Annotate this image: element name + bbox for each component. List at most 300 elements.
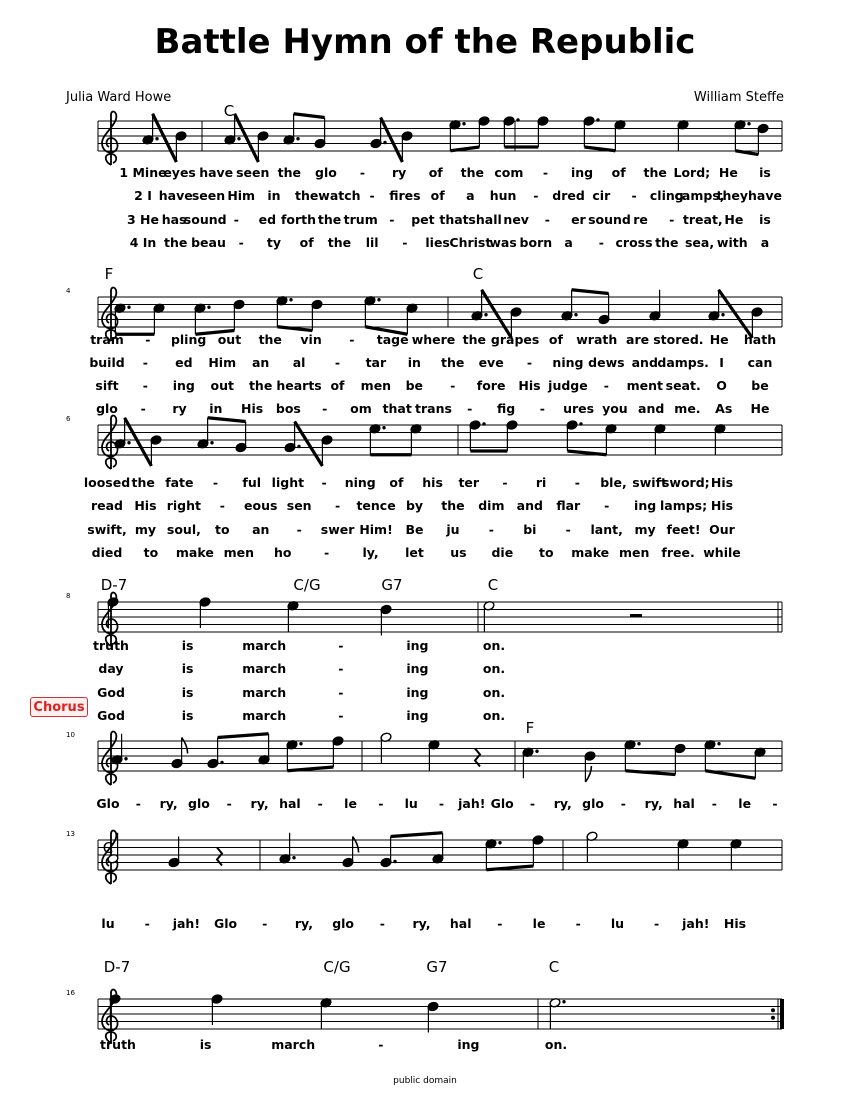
augmentation-dot (717, 742, 720, 745)
lyric-syllable: dred (552, 188, 585, 203)
lyric-syllable: is (181, 685, 194, 700)
lyric-syllable: As (715, 401, 733, 416)
lyric-hyphen: - (526, 355, 533, 370)
lyric-hyphen: - (140, 401, 146, 416)
lyric-hyphen: - (711, 796, 717, 811)
lyric-syllable: Our (709, 522, 735, 537)
lyric-syllable: ing (172, 378, 195, 393)
augmentation-dot (579, 422, 582, 425)
lyric-syllable: He (709, 332, 729, 347)
lyric-hyphen: - (226, 796, 232, 811)
lyric-syllable: le (738, 796, 752, 811)
lyric-syllable: 2 I (134, 188, 152, 203)
lyric-syllable: sword; (661, 475, 710, 490)
lyric-syllable: on. (544, 1037, 568, 1052)
lyric-syllable: He (718, 165, 738, 180)
lyric-syllable: light (271, 475, 305, 490)
lyric-syllable: com (494, 165, 524, 180)
augmentation-dot (462, 122, 465, 125)
note-beam (218, 734, 269, 738)
lyric-syllable: Him! (359, 522, 393, 537)
lyric-syllable: to (215, 522, 230, 537)
lyric-syllable: ing (457, 1037, 480, 1052)
lyric-syllable: bos (275, 401, 301, 416)
lyric-syllable: cling (649, 188, 684, 203)
lyric-syllable: make (175, 545, 214, 560)
lyric-syllable: my (134, 522, 157, 537)
lyric-syllable: ry (172, 401, 187, 416)
augmentation-dot (299, 742, 302, 745)
lyric-hyphen: - (379, 916, 385, 931)
lyric-syllable: He (724, 212, 744, 227)
lyric-syllable: seat. (665, 378, 701, 393)
note-beam (450, 147, 479, 151)
chord-symbol: C (223, 102, 235, 120)
note-flag (182, 738, 188, 754)
lyric-syllable: flar (556, 498, 581, 513)
lyric-syllable: is (181, 638, 194, 653)
lyric-syllable: He (750, 401, 770, 416)
lyric-syllable: His (518, 378, 541, 393)
lyric-hyphen: - (324, 545, 330, 560)
lyric-syllable: build (89, 355, 125, 370)
lyric-syllable: men (223, 545, 254, 560)
license-footer: public domain (393, 1076, 457, 1086)
lyric-syllable: lu (101, 916, 115, 931)
lyric-syllable: that (439, 212, 469, 227)
lyric-hyphen: - (620, 796, 627, 811)
lyric-syllable: vin (300, 332, 322, 347)
lyric-syllable: on. (482, 685, 506, 700)
lyric-hyphen: - (575, 916, 581, 931)
augmentation-dot (237, 137, 240, 140)
chord-symbol: D-7 (100, 576, 128, 594)
lyric-syllable: grapes (490, 332, 540, 347)
lyric-syllable: camps, (674, 188, 725, 203)
lyric-syllable: trans (415, 401, 452, 416)
lyric-syllable: shall (468, 212, 502, 227)
lyric-syllable: lamps; (659, 498, 708, 513)
lyric-syllable: ri (535, 475, 547, 490)
lyric-syllable: was (489, 235, 517, 250)
lyric-syllable: can (747, 355, 773, 370)
lyric-hyphen: - (338, 708, 344, 723)
lyric-hyphen: - (142, 355, 149, 370)
lyric-syllable: of (548, 332, 563, 347)
lyric-syllable: ry, (159, 796, 178, 811)
lyric-syllable: pling (170, 332, 207, 347)
lyric-syllable: treat, (682, 212, 723, 227)
lyric-syllable: they (716, 188, 749, 203)
lyric-syllable: the (462, 332, 486, 347)
augmentation-dot (155, 137, 158, 140)
lyric-hyphen: - (212, 475, 219, 490)
lyric-syllable: er (571, 212, 586, 227)
lyric-syllable: Be (405, 522, 424, 537)
lyric-syllable: His (241, 401, 264, 416)
lyric-syllable: ry, (250, 796, 269, 811)
lyric-syllable: hath (743, 332, 777, 347)
lyric-hyphen: - (488, 522, 494, 537)
lyric-syllable: ful (242, 475, 262, 490)
lyric-syllable: of (430, 188, 445, 203)
note-beam (295, 422, 323, 467)
treble-clef-path (102, 112, 118, 165)
lyric-syllable: right (166, 498, 202, 513)
lyric-syllable: the (441, 355, 465, 370)
augmentation-dot (482, 422, 485, 425)
lyric-syllable: make (571, 545, 610, 560)
lyric-syllable: and (631, 355, 658, 370)
lyric-syllable: men (618, 545, 650, 560)
measure-number: 4 (66, 287, 71, 295)
lyric-syllable: is (199, 1037, 212, 1052)
lyric-syllable: let (405, 545, 424, 560)
lyric-syllable: His (710, 498, 734, 513)
lyric-syllable: day (98, 661, 124, 676)
lyric-syllable: watch (318, 188, 361, 203)
lyric-syllable: Christ (449, 235, 492, 250)
lyric-syllable: jah! (458, 796, 486, 811)
lyric-syllable: 1 Mine (119, 165, 167, 180)
lyric-hyphen: - (529, 796, 536, 811)
lyric-syllable: march (242, 638, 287, 653)
lyric-syllable: ter (458, 475, 480, 490)
lyric-syllable: ing (570, 165, 594, 180)
lyric-hyphen: - (574, 475, 580, 490)
lyric-syllable: swift (632, 475, 667, 490)
lyric-syllable: on. (482, 708, 506, 723)
lyric-syllable: have (748, 188, 782, 203)
lyric-hyphen: - (467, 401, 473, 416)
lyric-syllable: truth (100, 1037, 136, 1052)
chord-symbol: D-7 (103, 958, 131, 976)
lyric-syllable: ry, (412, 916, 431, 931)
lyric-syllable: is (181, 661, 194, 676)
lyric-hyphen: - (359, 165, 366, 180)
lyric-syllable: seen (236, 165, 270, 180)
lyric-syllable: are (626, 332, 650, 347)
chord-symbol: C/G (323, 958, 351, 976)
lyric-syllable: judge (548, 378, 588, 393)
lyric-hyphen: - (322, 401, 328, 416)
lyric-syllable: a (466, 188, 475, 203)
page-title: Battle Hymn of the Republic (154, 22, 696, 62)
lyric-syllable: the (131, 475, 155, 490)
chord-symbol: G7 (426, 958, 448, 976)
measure-number: 8 (66, 592, 71, 600)
measure-number: 10 (66, 731, 75, 739)
treble-clef-icon (102, 112, 118, 165)
lyric-syllable: tram (90, 332, 124, 347)
lyric-syllable: on. (482, 638, 506, 653)
lyric-hyphen: - (335, 498, 341, 513)
lyric-syllable: the (327, 235, 352, 250)
note-beam (294, 114, 325, 118)
lyric-syllable: ning (552, 355, 584, 370)
augmentation-dot (721, 313, 724, 316)
half-rest (630, 614, 642, 617)
lyric-hyphen: - (338, 661, 344, 676)
lyric-syllable: us (450, 545, 467, 560)
lyric-syllable: ty (266, 235, 282, 250)
lyric-syllable: in (267, 188, 281, 203)
lyric-syllable: glo (96, 401, 118, 416)
lyric-syllable: die (491, 545, 514, 560)
lyric-syllable: the (248, 378, 273, 393)
lyric-syllable: I (719, 355, 724, 370)
lyric-syllable: ed (258, 212, 277, 227)
lyric-syllable: of (299, 235, 314, 250)
lyric-syllable: march (242, 661, 287, 676)
lyric-syllable: read (90, 498, 124, 513)
lyric-syllable: where (411, 332, 456, 347)
lyricist-credit: Julia Ward Howe (66, 90, 172, 105)
lyric-syllable: pet (411, 212, 435, 227)
lyric-syllable: glo (332, 916, 355, 931)
lyric-syllable: glo (315, 165, 337, 180)
lyric-hyphen: - (219, 498, 225, 513)
lyric-syllable: in (209, 401, 223, 416)
lyric-syllable: of (389, 475, 404, 490)
note-beam (705, 771, 755, 779)
lyric-syllable: men (360, 378, 392, 393)
lyric-syllable: dews (588, 355, 625, 370)
lyric-syllable: is (759, 165, 771, 180)
lyric-syllable: out (217, 332, 242, 347)
lyric-syllable: ing (406, 661, 429, 676)
repeat-dot (771, 1016, 775, 1020)
lyric-syllable: hun (489, 188, 517, 203)
lyric-syllable: march (242, 685, 287, 700)
lyric-syllable: the (460, 165, 484, 180)
lyric-syllable: me. (674, 401, 701, 416)
lyric-syllable: ing (406, 685, 429, 700)
lyric-syllable: lu (404, 796, 418, 811)
lyric-syllable: ning (344, 475, 376, 490)
lyric-syllable: the (277, 165, 302, 180)
lyric-syllable: a (760, 235, 770, 250)
lyric-syllable: ho (273, 545, 292, 560)
lyric-hyphen: - (144, 916, 150, 931)
lyric-hyphen: - (598, 235, 604, 250)
lyric-hyphen: - (233, 212, 239, 227)
augmentation-dot (297, 445, 300, 448)
measure-number: 16 (66, 989, 75, 997)
lyric-hyphen: - (669, 212, 675, 227)
chord-symbol: C (487, 576, 499, 594)
lyric-syllable: ry (391, 165, 407, 180)
lyric-syllable: his (422, 475, 443, 490)
lyric-hyphen: - (533, 188, 539, 203)
lyric-hyphen: - (450, 378, 456, 393)
augmentation-dot (535, 750, 538, 753)
lyric-hyphen: - (321, 475, 327, 490)
note-beam (572, 290, 609, 294)
note-beam (287, 767, 333, 771)
lyric-syllable: tence (356, 498, 396, 513)
lyric-syllable: that (382, 401, 412, 416)
measure-number: 13 (66, 830, 75, 838)
lyric-syllable: the (643, 165, 667, 180)
chord-symbol: C/G (293, 576, 321, 594)
lyric-hyphen: - (539, 401, 545, 416)
lyric-syllable: 4 In (129, 235, 157, 250)
augmentation-dot (127, 441, 130, 444)
lyric-syllable: of (330, 378, 345, 393)
lyric-syllable: died (91, 545, 123, 560)
lyric-syllable: sound (183, 212, 227, 227)
lyric-syllable: the (258, 332, 282, 347)
lyric-syllable: to (538, 545, 554, 560)
lyric-syllable: His (134, 498, 157, 513)
lyric-syllable: has (161, 212, 187, 227)
lyric-hyphen: - (654, 916, 660, 931)
lyric-syllable: be (405, 378, 424, 393)
augmentation-dot (210, 441, 213, 444)
augmentation-dot (516, 118, 519, 121)
lyric-syllable: le (532, 916, 546, 931)
lyric-syllable: ry, (553, 796, 572, 811)
lyric-syllable: om (350, 401, 372, 416)
lyric-syllable: cir (592, 188, 611, 203)
lyric-syllable: stored. (653, 332, 704, 347)
lyric-syllable: eyes (163, 165, 196, 180)
augmentation-dot (292, 856, 295, 859)
chorus-marker[interactable]: Chorus (30, 697, 88, 717)
lyric-syllable: tage (376, 332, 409, 347)
lyric-syllable: fires (389, 188, 421, 203)
lyric-hyphen: - (378, 796, 384, 811)
lyric-syllable: eous (244, 498, 278, 513)
note-beam (391, 833, 443, 837)
augmentation-dot (296, 137, 299, 140)
lyric-hyphen: - (565, 522, 571, 537)
chord-symbol: C (548, 958, 560, 976)
lyric-syllable: born (519, 235, 553, 250)
lyric-syllable: jah! (172, 916, 201, 931)
lyric-syllable: and (638, 401, 665, 416)
lyric-hyphen: - (631, 188, 637, 203)
lyric-syllable: truth (93, 638, 129, 653)
lyric-syllable: Glo (96, 796, 120, 811)
lyric-syllable: and (516, 498, 543, 513)
lyric-syllable: Glo (490, 796, 514, 811)
lyric-syllable: tar (365, 355, 387, 370)
lyric-hyphen: - (296, 522, 302, 537)
lyric-syllable: dim (478, 498, 505, 513)
lyric-hyphen: - (369, 188, 375, 203)
lyric-syllable: seen (191, 188, 226, 203)
lyric-syllable: Him (208, 355, 237, 370)
note-beam (381, 118, 403, 163)
chord-symbol: G7 (381, 576, 403, 594)
repeat-dot (771, 1008, 775, 1012)
lyric-syllable: fig (496, 401, 516, 416)
lyric-syllable: forth (280, 212, 317, 227)
lyric-syllable: ry, (644, 796, 663, 811)
lyric-syllable: hal (279, 796, 301, 811)
lyric-hyphen: - (772, 796, 778, 811)
lyric-syllable: in (407, 355, 421, 370)
lyric-syllable: His (710, 475, 734, 490)
lyric-hyphen: - (338, 638, 344, 653)
lyric-syllable: le (344, 796, 357, 811)
lyric-syllable: hal (449, 916, 472, 931)
lyric-hyphen: - (334, 355, 341, 370)
chord-symbol: F (104, 265, 114, 283)
lyric-hyphen: - (135, 796, 141, 811)
lyric-syllable: cross (615, 235, 653, 250)
lyric-syllable: of (428, 165, 443, 180)
augmentation-dot (484, 313, 487, 316)
lyric-syllable: bi (523, 522, 537, 537)
lyric-syllable: to (143, 545, 159, 560)
lyric-syllable: the (441, 498, 465, 513)
note-beam (584, 147, 615, 151)
lyric-syllable: ry, (294, 916, 313, 931)
lyric-syllable: lu (610, 916, 625, 931)
lyric-syllable: the (295, 188, 319, 203)
lyric-syllable: the (164, 235, 188, 250)
lyric-syllable: jah! (682, 916, 710, 931)
augmentation-dot (562, 1000, 565, 1003)
lyric-syllable: march (271, 1037, 316, 1052)
augmentation-dot (498, 841, 501, 844)
lyric-syllable: out (210, 378, 234, 393)
lyric-syllable: God (97, 708, 125, 723)
lyric-syllable: al (292, 355, 306, 370)
lyric-syllable: wrath (576, 332, 618, 347)
augmentation-dot (574, 313, 577, 316)
lyric-syllable: ju (446, 522, 460, 537)
lyric-syllable: be (751, 378, 769, 393)
chord-symbol: F (525, 719, 535, 737)
lyric-syllable: have (199, 165, 234, 180)
lyric-syllable: ing (406, 708, 429, 723)
lyric-syllable: is (759, 212, 771, 227)
lyric-syllable: His (723, 916, 747, 931)
lyric-syllable: fore (476, 378, 506, 393)
lyric-hyphen: - (603, 378, 609, 393)
lyric-hyphen: - (142, 378, 149, 393)
augmentation-dot (747, 122, 750, 125)
lyric-syllable: ment (626, 378, 663, 393)
lyric-syllable: on. (482, 661, 506, 676)
lyric-syllable: re (633, 212, 648, 227)
augmentation-dot (596, 118, 599, 121)
staff-system-7 (98, 999, 782, 1029)
measure-number: 6 (66, 415, 71, 423)
lyric-syllable: a (564, 235, 573, 250)
lyric-syllable: lant, (590, 522, 623, 537)
lyric-hyphen: - (378, 1037, 384, 1052)
lyric-syllable: loosed (83, 475, 131, 490)
chord-symbol: C (472, 265, 484, 283)
augmentation-dot (637, 742, 640, 745)
lyric-syllable: ures (563, 401, 595, 416)
lyric-syllable: is (181, 708, 194, 723)
augmentation-dot (382, 426, 385, 429)
lyric-syllable: by (405, 498, 424, 513)
lyric-hyphen: - (238, 235, 244, 250)
lyric-hyphen: - (502, 475, 508, 490)
lyric-syllable: feet! (666, 522, 701, 537)
augmentation-dot (207, 306, 210, 309)
lyric-syllable: glo (582, 796, 605, 811)
lyric-hyphen: - (402, 235, 408, 250)
lyric-syllable: trum (343, 212, 378, 227)
